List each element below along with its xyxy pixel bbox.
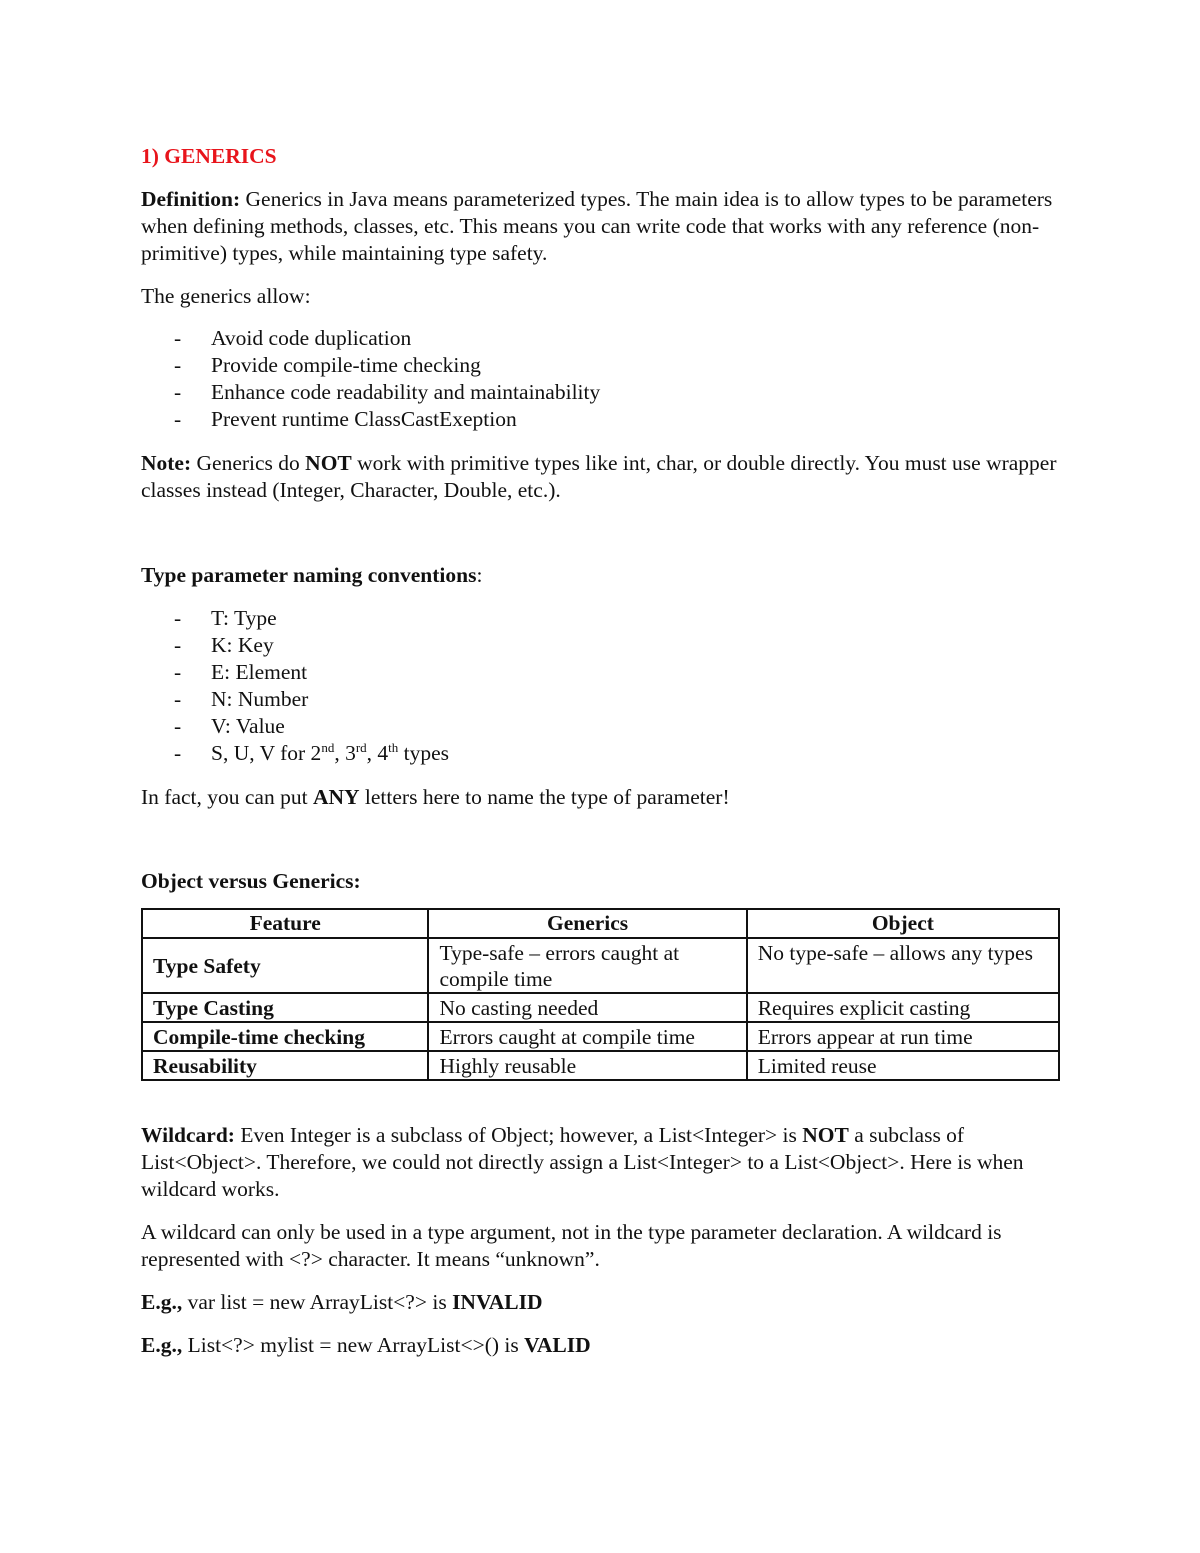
list-item: - V: Value	[174, 714, 285, 738]
wildcard-description: A wildcard can only be used in a type argument, not in the type parameter declaration. A wildcard is represented with <?> character. It means “unknown”.	[141, 1220, 1002, 1271]
object-cell: Requires explicit casting	[747, 993, 1059, 1022]
wildcard-label: Wildcard:	[141, 1123, 235, 1147]
list-item: - N: Number	[174, 687, 309, 711]
list-item: - T: Type	[174, 606, 277, 630]
note-paragraph: Note: Generics do NOT work with primitive types like int, char, or double directly. You must use wrapper classes instead (Integer, Character, Double, etc.).	[141, 451, 1057, 502]
header-generics: Generics	[428, 909, 746, 938]
list-item: - Prevent runtime ClassCastExeption	[174, 407, 517, 431]
example-invalid: E.g., var list = new ArrayList<?> is INVALID	[141, 1290, 543, 1314]
feature-cell: Compile-time checking	[142, 1022, 428, 1051]
header-feature: Feature	[142, 909, 428, 938]
table-header-row	[142, 909, 1059, 938]
not-emphasis: NOT	[802, 1123, 849, 1147]
generics-cell: Errors caught at compile time	[428, 1022, 746, 1051]
verdict-valid: VALID	[524, 1333, 591, 1357]
example-valid: E.g., List<?> mylist = new ArrayList<>() is VALID	[141, 1333, 591, 1357]
feature-cell: Type Safety	[142, 938, 428, 993]
list-item: - S, U, V for 2nd, 3rd, 4th types	[174, 739, 450, 765]
table-row	[142, 1051, 1059, 1080]
definition-text: Generics in Java means parameterized types. The main idea is to allow types to be parameters when defining methods, classes, etc. This means you can write code that works with any reference (non-primitive) types, while maintaining type safety.	[141, 187, 1053, 265]
definition-paragraph	[141, 186, 1061, 267]
table-row	[142, 993, 1059, 1022]
wildcard-paragraph: Wildcard: Even Integer is a subclass of Object; however, a List<Integer> is NOT a subclass of List<Object>. Therefore, we could not directly assign a List<Integer> to a List<Object>. Here is when wildcard works.	[141, 1123, 1024, 1201]
object-cell: Errors appear at run time	[747, 1022, 1059, 1051]
list-item: - Enhance code readability and maintainability	[174, 380, 601, 404]
list-item: - E: Element	[174, 660, 308, 684]
in-fact-paragraph: In fact, you can put ANY letters here to name the type of parameter!	[141, 785, 730, 809]
generics-cell: No casting needed	[428, 993, 746, 1022]
list-item: - Provide compile-time checking	[174, 353, 481, 377]
comparison-table	[141, 908, 1060, 1081]
feature-cell: Type Casting	[142, 993, 428, 1022]
generics-cell: Type-safe – errors caught at compile time	[428, 938, 746, 993]
header-object: Object	[747, 909, 1059, 938]
comparison-title: Object versus Generics:	[141, 869, 361, 893]
object-cell: Limited reuse	[747, 1051, 1059, 1080]
table-row	[142, 1022, 1059, 1051]
list-item: - Avoid code duplication	[174, 326, 412, 350]
naming-title: Type parameter naming conventions:	[141, 563, 483, 587]
allow-intro: The generics allow:	[141, 284, 311, 308]
any-emphasis: ANY	[312, 785, 360, 809]
table-row	[142, 938, 1059, 993]
list-item: - K: Key	[174, 633, 274, 657]
note-emphasis: NOT	[305, 451, 352, 475]
verdict-invalid: INVALID	[452, 1290, 543, 1314]
definition-label: Definition:	[141, 187, 241, 211]
allow-list	[141, 325, 600, 433]
naming-list	[141, 605, 449, 767]
generics-cell: Highly reusable	[428, 1051, 746, 1080]
object-cell: No type-safe – allows any types	[747, 938, 1059, 993]
note-label: Note:	[141, 451, 192, 475]
section-heading: 1) GENERICS	[141, 144, 277, 168]
feature-cell: Reusability	[142, 1051, 428, 1080]
